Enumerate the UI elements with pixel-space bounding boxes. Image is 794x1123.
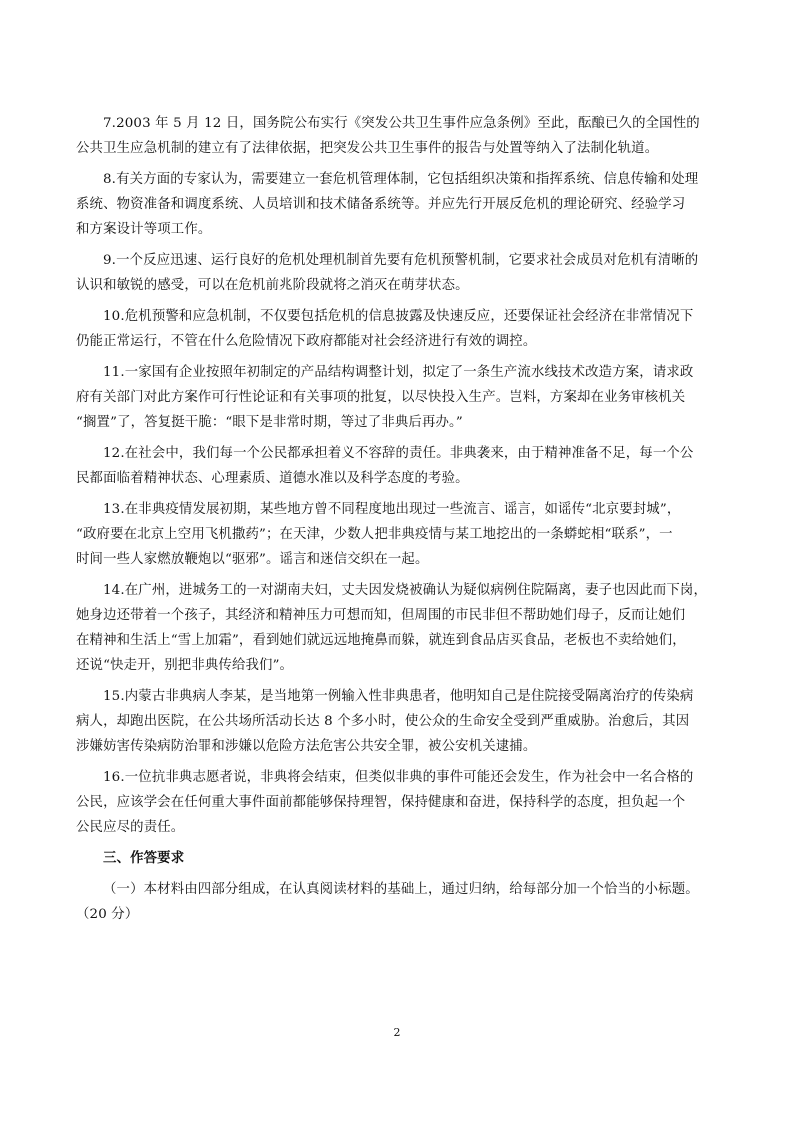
paragraph-line: 在精神和生活上“雪上加霜”，看到她们就远远地掩鼻而躲，就连到食品店买食品，老板也不卖给她们， — [76, 633, 686, 648]
paragraph-line: 15.内蒙古非典病人李某，是当地第一例输入性非典患者，他明知自己是住院接受隔离治疗的传染病 — [103, 689, 694, 704]
paragraph-16 — [76, 765, 718, 840]
paragraph-line: 病人，却跑出医院，在公共场所活动长达 8 个多小时，使公众的生命安全受到严重威胁。治愈后，其因 — [76, 714, 690, 729]
instruction-line: （一）本材料由四部分组成，在认真阅读材料的基础上，通过归纳，给每部分加一个恰当的小标题。 — [103, 882, 699, 897]
paragraph-line: “搁置”了，答复挺干脆：“眼下是非常时期，等过了非典后再办。” — [76, 415, 463, 430]
paragraph-line: 16.一位抗非典志愿者说，非典将会结束，但类似非典的事件可能还会发生，作为社会中一名合格的 — [103, 770, 694, 785]
instruction-paragraph — [76, 877, 718, 927]
page-number: 2 — [393, 1026, 401, 1039]
paragraph-8 — [76, 167, 718, 242]
paragraph-9 — [76, 248, 718, 298]
paragraph-line: 公共卫生应急机制的建立有了法律依据，把突发公共卫生事件的报告与处置等纳入了法制化轨道。 — [76, 141, 659, 156]
paragraph-15 — [76, 684, 718, 759]
section-heading-text: 三、作答要求 — [103, 850, 185, 866]
paragraph-line: 民都面临着精神状态、心理素质、道德水准以及科学态度的考验。 — [76, 471, 469, 486]
paragraph-line: 14.在广州，进城务工的一对湖南夫妇，丈夫因发烧被确认为疑似病例住院隔离，妻子也因此而下岗， — [103, 583, 707, 598]
paragraph-10 — [76, 304, 718, 354]
paragraph-line: 仍能正常运行，不管在什么危险情况下政府都能对社会经济进行有效的调控。 — [76, 334, 537, 349]
paragraph-line: 府有关部门对此方案作可行性论证和有关事项的批复，以尽快投入生产。岂料，方案却在业务审核机关 — [76, 390, 686, 405]
paragraph-line: 时间一些人家燃放鞭炮以“驱邪”。谣言和迷信交织在一起。 — [76, 552, 429, 567]
paragraph-line: 和方案设计等项工作。 — [76, 222, 212, 237]
paragraph-line: 涉嫌妨害传染病防治罪和涉嫌以危险方法危害公共安全罪，被公安机关逮捕。 — [76, 739, 537, 754]
paragraph-line: 8.有关方面的专家认为，需要建立一套危机管理体制，它包括组织决策和指挥系统、信息传输和处理 — [103, 172, 699, 187]
paragraph-line: 她身边还带着一个孩子，其经济和精神压力可想而知，但周围的市民非但不帮助她们母子，反而让她们 — [76, 608, 686, 623]
paragraph-line: 认识和敏锐的感受，可以在危机前兆阶段就将之消灭在萌芽状态。 — [76, 278, 469, 293]
paragraph-line: 公民应尽的责任。 — [76, 820, 185, 835]
paragraph-line: 还说“快走开，别把非典传给我们”。 — [76, 658, 294, 673]
document-body — [76, 111, 718, 933]
paragraph-line: 公民，应该学会在任何重大事件面前都能够保持理智，保持健康和奋进，保持科学的态度，担负起一个 — [76, 795, 686, 810]
paragraph-line: 11.一家国有企业按照年初制定的产品结构调整计划，拟定了一条生产流水线技术改造方案，请求政 — [103, 365, 694, 380]
paragraph-line: 9.一个反应迅速、运行良好的危机处理机制首先要有危机预警机制，它要求社会成员对危机有清晰的 — [103, 253, 699, 268]
paragraph-11 — [76, 360, 718, 435]
paragraph-14 — [76, 578, 718, 678]
paragraph-line: 12.在社会中，我们每一个公民都承担着义不容辞的责任。非典袭来，由于精神准备不足，每一个公 — [103, 446, 694, 461]
instruction-line: （20 分） — [76, 907, 139, 922]
paragraph-line: “政府要在北京上空用飞机撒药”；在天津，少数人把非典疫情与某工地挖出的一条蟒蛇相“联系”，一 — [76, 527, 673, 542]
paragraph-12 — [76, 441, 718, 491]
paragraph-line: 系统、物资准备和调度系统、人员培训和技术储备系统等。并应先行开展反危机的理论研究、经验学习 — [76, 197, 686, 212]
paragraph-line: 7.2003 年 5 月 12 日，国务院公布实行《突发公共卫生事件应急条例》至此，酝酿已久的全国性的 — [103, 116, 700, 131]
paragraph-13 — [76, 497, 718, 572]
paragraph-line: 13.在非典疫情发展初期，某些地方曾不同程度地出现过一些流言、谣言，如谣传“北京要封城”， — [103, 502, 681, 517]
paragraph-7 — [76, 111, 718, 161]
paragraph-line: 10.危机预警和应急机制，不仅要包括危机的信息披露及快速反应，还要保证社会经济在非常情况下 — [103, 309, 694, 324]
section-heading — [76, 846, 718, 871]
